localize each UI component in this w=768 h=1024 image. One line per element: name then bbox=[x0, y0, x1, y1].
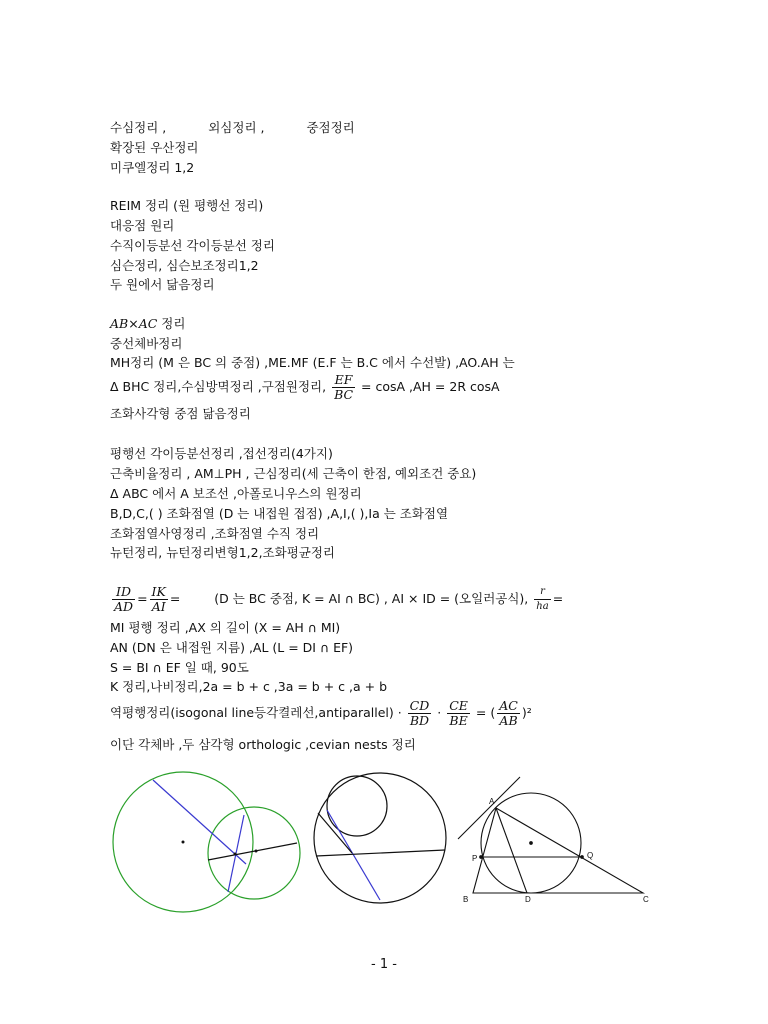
outer-circle bbox=[314, 773, 446, 903]
line-17: B,D,C,( ) 조화점열 (D 는 내접원 접점) ,A,I,( ),Ia 는 조화점열 bbox=[110, 506, 449, 521]
chord-short bbox=[318, 813, 352, 853]
fraction-cd-bd: $\frac{CD}{BD}$ bbox=[409, 698, 430, 728]
tangent-line bbox=[458, 777, 520, 839]
line-23: S = BI ∩ EF 일 때, 90도 bbox=[110, 660, 249, 675]
label-c: C bbox=[643, 895, 649, 904]
fraction-ac-ab: $\frac{AC}{AB}$ bbox=[499, 698, 518, 728]
line-4: REIM 정리 (원 평행선 정리) bbox=[110, 198, 264, 213]
line-18: 조화점열사영정리 ,조화점열 수직 정리 bbox=[110, 526, 320, 541]
inner-circle bbox=[327, 776, 387, 836]
line-5: 대응점 원리 bbox=[110, 218, 175, 233]
line-10: 중선체바정리 bbox=[110, 336, 183, 351]
theorem-midpoint: 중점정리 bbox=[306, 120, 355, 135]
line-12: Δ BHC 정리,수심방멱정리 ,구점원정리, $\frac{EF}{BC}$ = cosA ,AH = 2R cosA bbox=[110, 372, 500, 402]
small-green-circle bbox=[208, 807, 300, 899]
chord bbox=[316, 850, 445, 856]
label-d: D bbox=[525, 895, 531, 904]
figure-tangent-circles bbox=[314, 773, 446, 903]
point-p bbox=[480, 856, 483, 859]
label-q: Q bbox=[587, 851, 594, 860]
fraction-id-ad: $\frac{ID}{AD}$ bbox=[114, 584, 134, 614]
line-6: 수직이등분선 각이등분선 정리 bbox=[110, 238, 275, 253]
line-20: $\frac{ID}{AD}$ = $\frac{IK}{AI}$ = (D 는 BC 중점, K = AI ∩ BC) , AI × ID = (오일러공식), $\frac{r}{ha}$ = bbox=[114, 584, 564, 614]
theorem-circumcenter: 외심정리 , bbox=[208, 120, 265, 135]
center-point bbox=[530, 842, 533, 845]
line-11: MH정리 (M 은 BC 의 중점) ,ME.MF (E.F 는 B.C 에서 수선발) ,AO.AH 는 bbox=[110, 355, 515, 370]
line-26: 이단 각체바 ,두 삼각형 orthologic ,cevian nests 정리 bbox=[110, 737, 416, 752]
line-21: MI 평행 정리 ,AX 의 길이 (X = AH ∩ MI) bbox=[110, 620, 341, 635]
center-point bbox=[182, 841, 185, 844]
point-q bbox=[581, 856, 584, 859]
point bbox=[234, 853, 237, 856]
label-b: B bbox=[463, 895, 469, 904]
line-25: 역평행정리(isogonal line등각켤레선,antiparallel) · $\frac{CD}{BD}$ · $\frac{CE}{BE}$ = ( $\frac{AC}{AB}$ )² bbox=[110, 698, 532, 728]
fraction-r-ha: $\frac{r}{ha}$ bbox=[536, 586, 549, 612]
line-16: Δ ABC 에서 A 보조선 ,아폴로니우스의 원정리 bbox=[110, 486, 362, 501]
triangle-abc bbox=[473, 808, 643, 893]
fraction-ik-ai: $\frac{IK}{AI}$ bbox=[151, 584, 166, 614]
label-p: P bbox=[472, 854, 478, 863]
theorem-orthocenter: 수심정리 , bbox=[110, 120, 167, 135]
line-19: 뉴턴정리, 뉴턴정리변형1,2,조화평균정리 bbox=[110, 545, 335, 560]
line-15: 근축비율정리 , AM⊥PH , 근심정리(세 근축이 한점, 예외조건 중요) bbox=[110, 466, 477, 481]
page-number: - 1 - bbox=[371, 957, 397, 972]
line-14: 평행선 각이등분선정리 ,접선정리(4가지) bbox=[110, 446, 333, 461]
fraction-ef-bc: $\frac{EF}{BC}$ bbox=[334, 372, 354, 402]
segment-ad bbox=[496, 808, 527, 893]
line-8: 두 원에서 닮음정리 bbox=[110, 277, 215, 292]
line-2: 확장된 우산정리 bbox=[110, 140, 199, 155]
label-a: A bbox=[489, 797, 495, 806]
line-13: 조화사각형 중점 닮음정리 bbox=[110, 406, 251, 421]
line-3: 미쿠엘정리 1,2 bbox=[110, 160, 195, 175]
line-22: AN (DN 은 내접원 지름) ,AL (L = DI ∩ EF) bbox=[110, 640, 354, 655]
figure-two-circles bbox=[113, 772, 300, 912]
line-9: AB×AC 정리 bbox=[110, 316, 186, 331]
figure-triangle-circle bbox=[458, 777, 643, 893]
line-24: K 정리,나비정리,2a = b + c ,3a = b + c ,a + b bbox=[110, 679, 387, 694]
fraction-ce-be: $\frac{CE}{BE}$ bbox=[449, 698, 468, 728]
line-7: 심슨정리, 심슨보조정리1,2 bbox=[110, 258, 259, 273]
point bbox=[255, 850, 258, 853]
